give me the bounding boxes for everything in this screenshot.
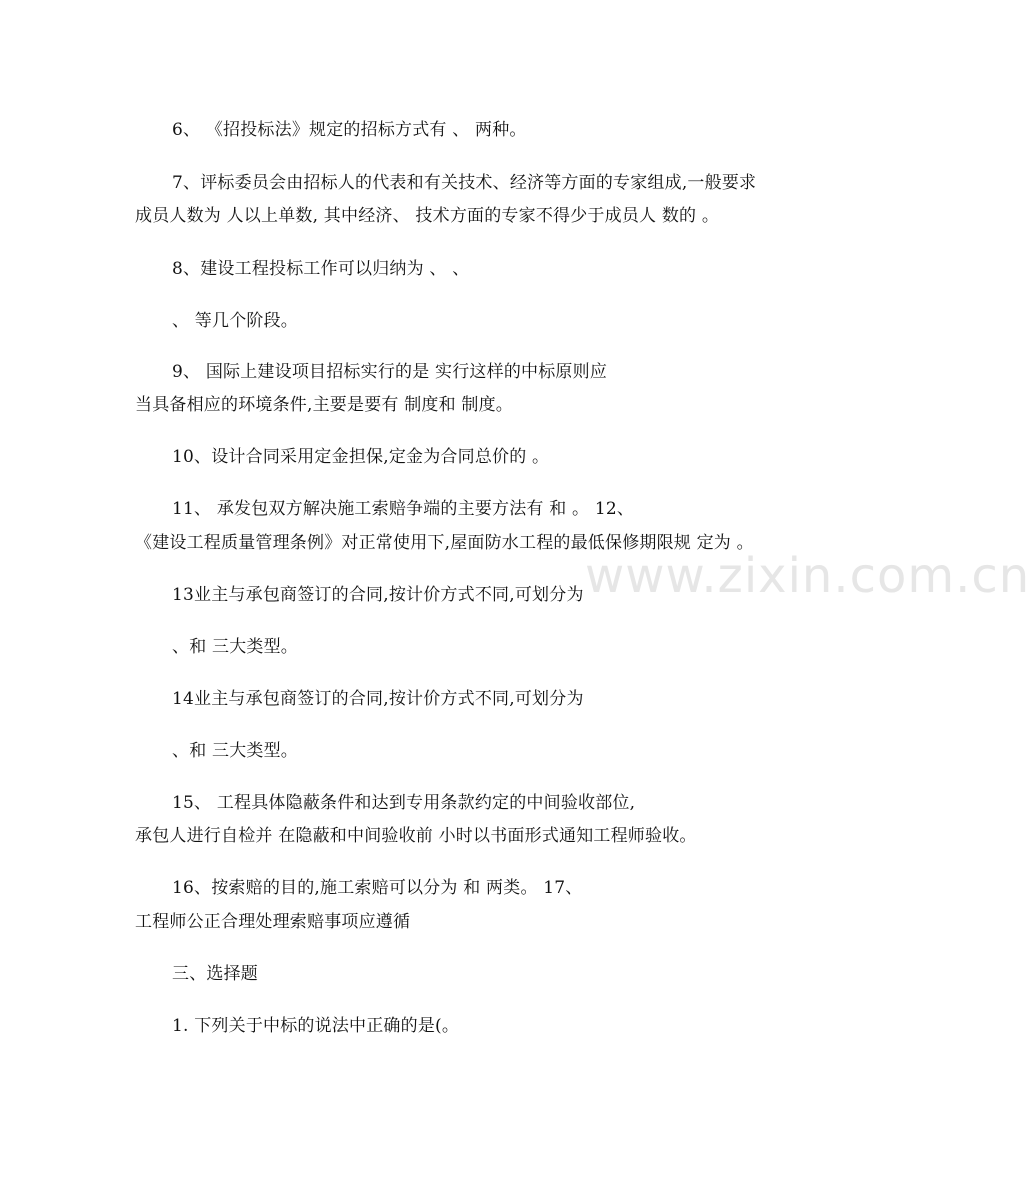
question-9-line-2: 当具备相应的环境条件,主要是要有 制度和 制度。 xyxy=(135,395,514,415)
question-11: 11、 承发包双方解决施工索赔争端的主要方法有 和 。 12、 xyxy=(172,499,635,519)
question-14-line-1: 14业主与承包商签订的合同,按计价方式不同,可划分为 xyxy=(172,689,584,709)
question-12: 《建设工程质量管理条例》对正常使用下,屋面防水工程的最低保修期限规 定为 。 xyxy=(135,533,754,553)
question-9-line-1: 9、 国际上建设项目招标实行的是 实行这样的中标原则应 xyxy=(172,362,608,382)
question-7-line-2: 成员人数为 人以上单数, 其中经济、 技术方面的专家不得少于成员人 数的 。 xyxy=(135,206,720,226)
question-15-line-2: 承包人进行自检并 在隐蔽和中间验收前 小时以书面形式通知工程师验收。 xyxy=(135,826,697,846)
question-13-line-2: 、和 三大类型。 xyxy=(172,637,299,657)
question-16: 16、按索赔的目的,施工索赔可以分为 和 两类。 17、 xyxy=(172,878,583,898)
question-8-line-1: 8、建设工程投标工作可以归纳为 、 、 xyxy=(172,259,470,279)
section-heading-choice: 三、选择题 xyxy=(172,964,258,984)
question-10: 10、设计合同采用定金担保,定金为合同总价的 。 xyxy=(172,447,550,467)
question-15-line-1: 15、 工程具体隐蔽条件和达到专用条款约定的中间验收部位, xyxy=(172,793,636,813)
site-watermark: www.zixin.com.cn xyxy=(585,548,1030,604)
question-14-line-2: 、和 三大类型。 xyxy=(172,741,299,761)
question-6: 6、 《招投标法》规定的招标方式有 、 两种。 xyxy=(172,120,527,140)
question-17: 工程师公正合理处理索赔事项应遵循 xyxy=(135,912,411,932)
question-13-line-1: 13业主与承包商签订的合同,按计价方式不同,可划分为 xyxy=(172,585,584,605)
choice-question-1: 1. 下列关于中标的说法中正确的是(。 xyxy=(172,1016,460,1036)
question-7-line-1: 7、评标委员会由招标人的代表和有关技术、经济等方面的专家组成,一般要求 xyxy=(172,173,757,193)
question-8-line-2: 、 等几个阶段。 xyxy=(172,311,299,331)
